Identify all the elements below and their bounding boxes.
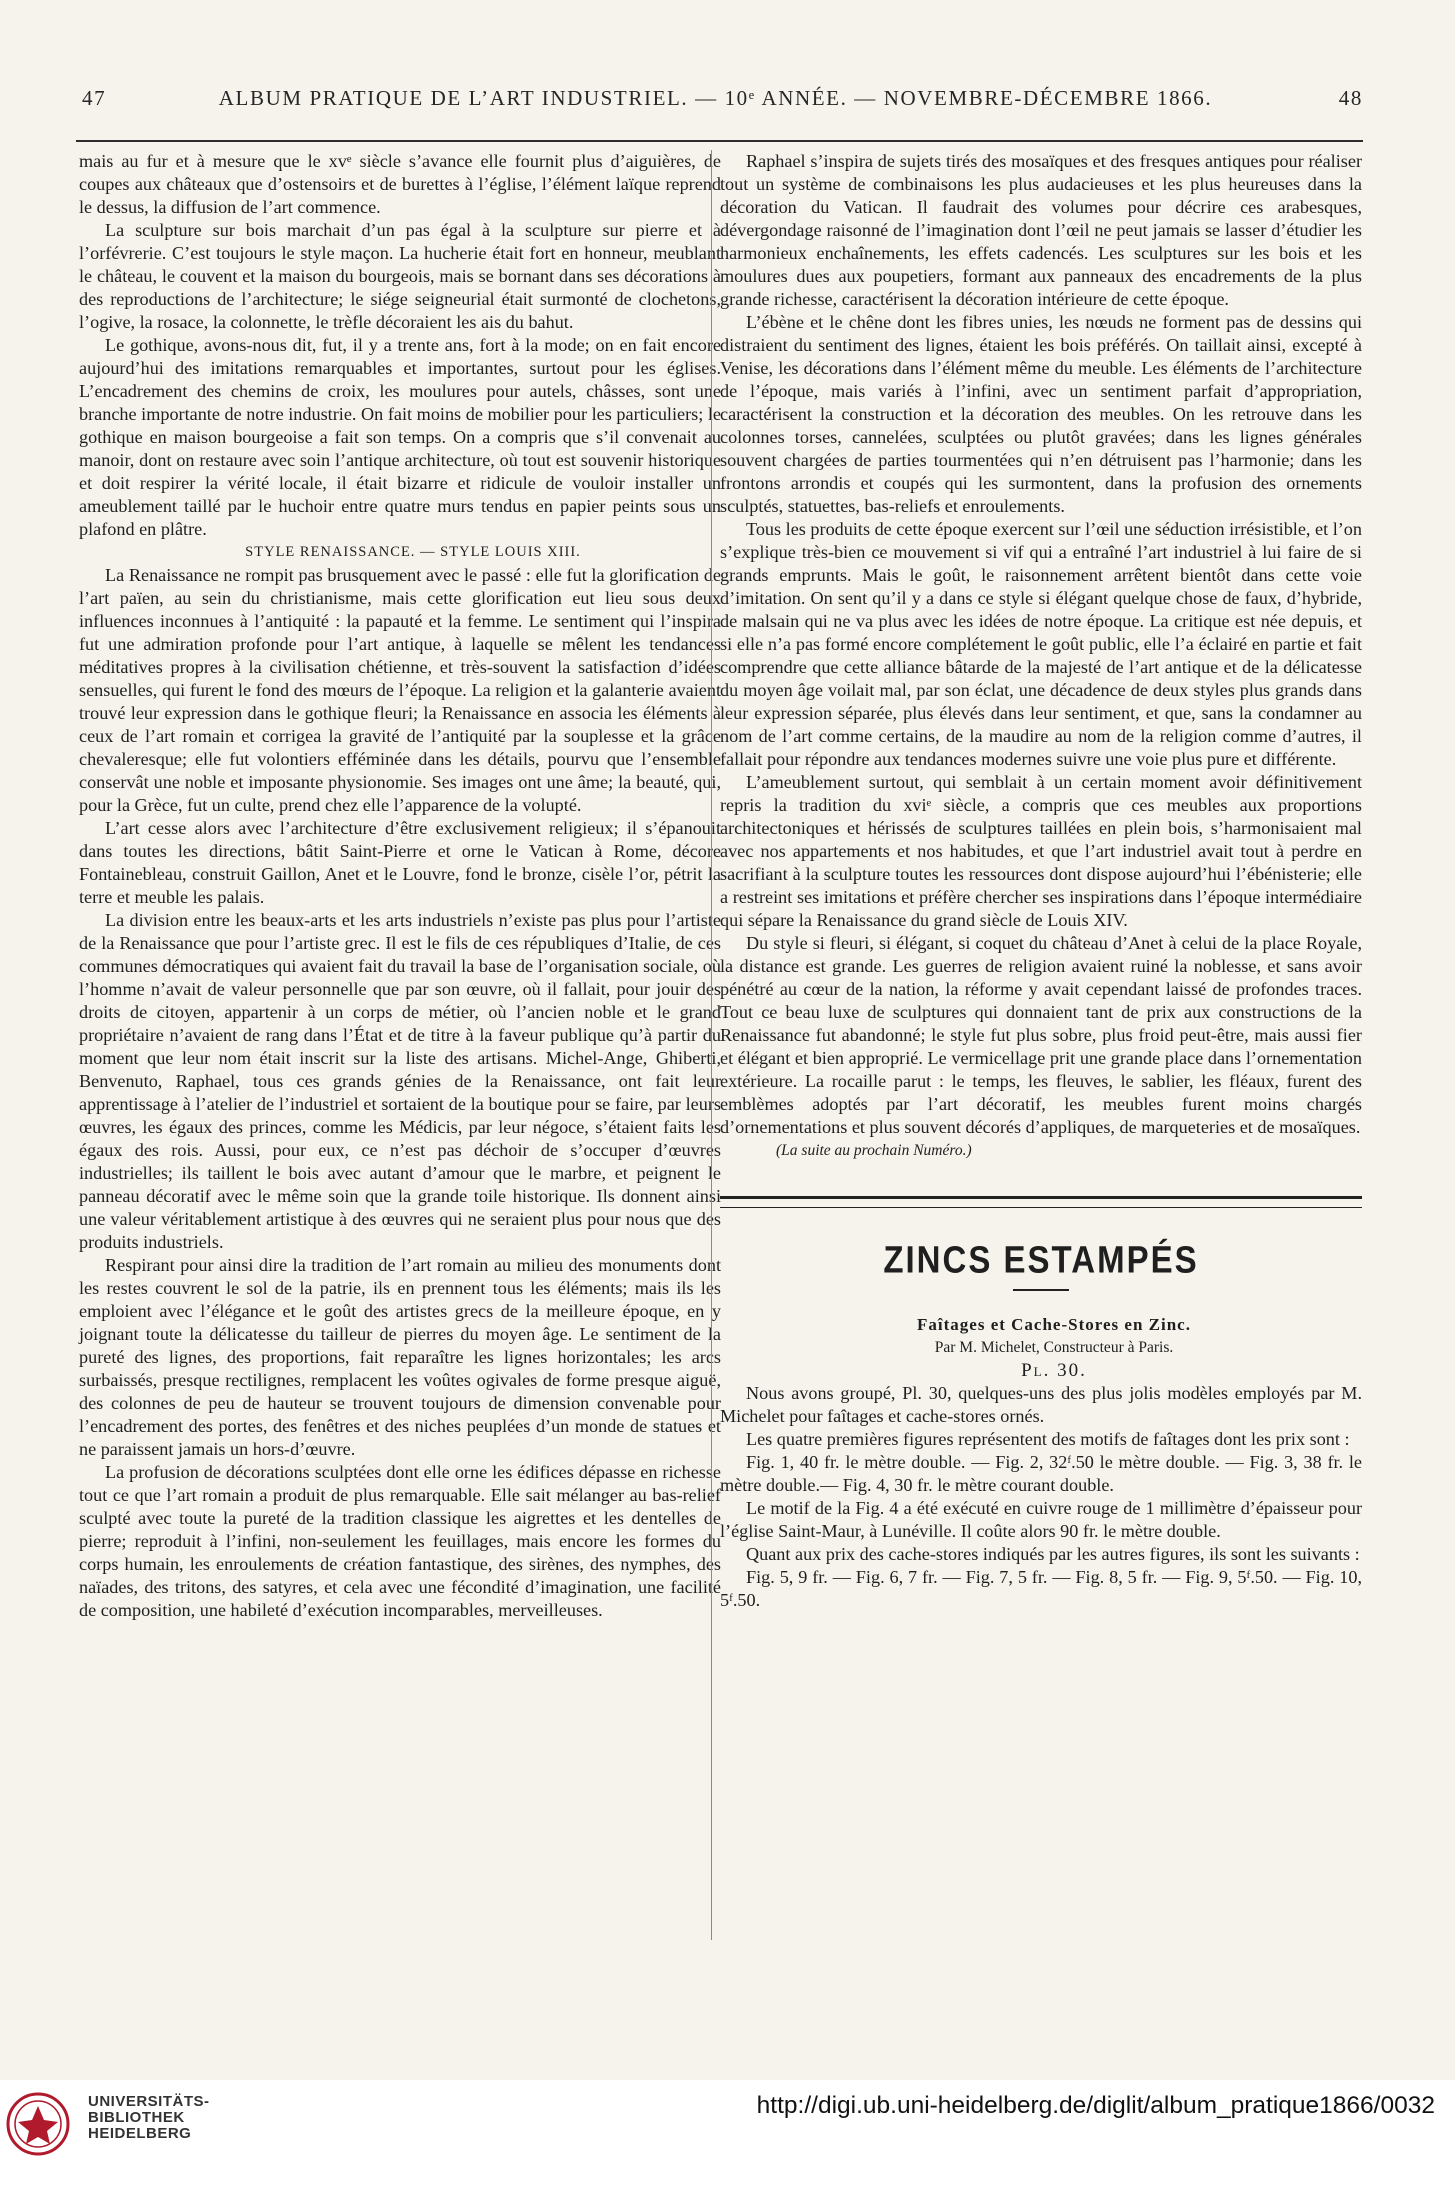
paragraph: L’ameublement surtout, qui semblait à un certain moment avoir définitivement repris la tradition du xviᵉ siècle, a compris que ces meubles aux proportions architectoniques et hérissés de sculptures taillées en plein bois, s’harmonisaient mal avec nos appartements et nos habitudes, et que l’art industriel avait tout à perdre en sacrifiant à la sculpture toutes les ressources dont dispose aujourd’hui l’ébénisterie; elle a restreint ses imitations et préfère chercher ses inspirations dans l’époque intermédiaire qui sépare la Renaissance du grand siècle de Louis XIV. (720, 772, 1362, 930)
plate-number: Pl. 30. (1021, 1360, 1087, 1381)
paragraph: mais au fur et à mesure que le xvᵉ siècle s’avance elle fournit plus d’aiguières, de coupes aux châteaux que d’ostensoirs et de burettes à l’église, l’élément laïque reprend le dessus, la diffusion de l’art commence. (79, 151, 721, 217)
running-header (68, 86, 1363, 116)
paragraph: L’art cesse alors avec l’architecture d’être exclusivement religieux; il s’épanouit dans toutes les directions, bâtit Saint-Pierre et orne le Vatican à Rome, décore Fontainebleau, construit Gaillon, Anet et le Louvre, fond le bronze, cisèle l’or, pétrit la terre et meuble les palais. (79, 818, 721, 907)
article-subtitle: Faîtages et Cache-Stores en Zinc. (917, 1315, 1191, 1334)
section-heading: STYLE RENAISSANCE. — STYLE LOUIS XIII. (245, 544, 581, 560)
paragraph: La Renaissance ne rompit pas brusquement avec le passé : elle fut la glorification de l’art païen, au sein du christianisme, mais cette glorification eut lieu sous deux influences inconnues à l’antiquité : la papauté et la femme. Le sentiment qui l’inspira fut une admiration profonde pour l’art antique, à laquelle se mêlent les tendances méditatives propres à la civilisation chétienne, et très-souvent la satisfaction d’idées sensuelles, qui furent le fond des mœurs de l’époque. La religion et la galanterie avaient trouvé leur expression dans le gothique fleuri; la Renaissance en associa les éléments à ceux de l’art romain et corrigea la gravité de l’antiquité par la souplesse et la grâce chevaleresque; elle fut volontiers efféminée dans les détails, pourvu que l’ensemble conservât une noble et imposante physionomie. Ses images ont une âme; la beauté, qui, pour la Grèce, fut un culte, prend chez elle l’apparence de la volupté. (79, 565, 721, 815)
left-column (79, 150, 721, 1622)
paragraph: La division entre les beaux-arts et les arts industriels n’existe pas plus pour l’artiste de la Renaissance que pour l’artiste grec. Il est le fils de ces républiques d’Italie, de ces communes démocratiques qui avaient fait du travail la base de l’organisation sociale, où l’homme n’avait de valeur personnelle que par son œuvre, où il fallait, pour jouir des droits de citoyen, appartenir à un corps de métier, où l’ancien noble et le grand propriétaire n’avaient de rang dans l’État et de titre à la faveur publique qu’à partir du moment que leur nom était inscrit sur la liste des artisans. Michel-Ange, Ghiberti, Benvenuto, Raphael, tous ces grands génies de la Renaissance, ont fait leur apprentissage à l’atelier de l’industriel et sortaient de la boutique pour se faire, par leurs œuvres, les égaux des princes, comme les Médicis, par leur négoce, s’étaient faits les égaux des rois. Aussi, pour eux, ce n’est pas déchoir de s’occuper d’œuvres industrielles; ils taillent le bois avec autant d’amour que le marbre, et peignent le panneau décoratif avec le même soin que la grande toile historique. Ils donnent ainsi une valeur véritablement artistique à des œuvres qui ne seraient plus pour nous que des produits industriels. (79, 910, 721, 1252)
library-name-line: HEIDELBERG (88, 2125, 192, 2142)
paragraph: Le gothique, avons-nous dit, fut, il y a trente ans, fort à la mode; on en fait encore aujourd’hui des imitations remarquables et importantes, surtout pour les églises. L’encadrement des chemins de croix, les moulures pour autels, châsses, sont une branche importante de notre industrie. On fait moins de mobilier pour les particuliers; le gothique en maison bourgeoise a fait son temps. On a compris que s’il convenait au manoir, dont on restaure avec soin l’antique architecture, où tout est souvenir historique et doit respirer la vérité locale, il était bizarre et ridicule de vouloir installer un ameublement taillé par le huchoir entre quatre murs tendus en papier peints sous un plafond en plâtre. (79, 335, 721, 539)
article-title: ZINCS ESTAMPÉS (883, 1238, 1199, 1281)
library-name-line: UNIVERSITÄTS- (88, 2093, 210, 2110)
header-rule (76, 140, 1363, 142)
paragraph: Quant aux prix des cache-stores indiqués par les autres figures, ils sont les suivants : (746, 1544, 1360, 1564)
paragraph: La sculpture sur bois marchait d’un pas égal à la sculpture sur pierre et à l’orfévrerie. C’est toujours le style maçon. La hucherie était fort en honneur, meublant le château, le couvent et la maison du bourgeois, mais se bornant dans ses décorations à des reproductions de l’architecture; le siége seigneurial était surmonté de clochetons, l’ogive, la rosace, la colonnette, le trèfle décoraient les ais du bahut. (79, 220, 721, 332)
page-number-right: 48 (1338, 86, 1363, 110)
paragraph: Tous les produits de cette époque exercent sur l’œil une séduction irrésistible, et l’on s’explique très-bien ce mouvement si vif qui a entraîné l’art industriel à lui faire de si grands emprunts. Mais le goût, le raisonnement arrêtent bientôt dans cette voie d’imitation. On sent qu’il y a dans ce style si élégant quelque chose de faux, d’hybride, de malsain qui ne va plus avec les idées de notre époque. La critique est née depuis, et si elle n’a pas formé encore complétement le goût public, elle l’a éclairé en partie et fait comprendre que cette alliance bâtarde de la majesté de l’art antique et de la délicatesse du moyen âge voilait mal, par son éclat, une décadence de deux styles plus grands dans leur expression séparée, plus élevés dans leur sentiment, et que, sans la condamner au nom de l’art comme certains, de la maudire au nom de la religion comme d’autres, il fallait pour répondre aux tendances modernes suivre une voie plus pure et différente. (720, 519, 1362, 769)
library-name-line: BIBLIOTHEK (88, 2109, 185, 2126)
paragraph: L’ébène et le chêne dont les fibres unies, les nœuds ne forment pas de dessins qui distraient du sentiment des lignes, étaient les bois préférés. On taillait ainsi, excepté à Venise, les décorations dans l’élément même du meuble. Les éléments de l’architecture de l’époque, mais variés à l’infini, avec un sentiment parfait d’appropriation, caractérisent la construction et la décoration des meubles. On les retrouve dans les colonnes torses, cannelées, sculptées ou plutôt gravées; dans les lignes générales souvent chargées de parties tourmentées qui n’en détruisent pas l’harmonie; dans les frontons arrondis et coupés qui les surmontent, dans la profusion des ornements sculptés, statuettes, bas-reliefs et enroulements. (720, 312, 1362, 516)
paragraph: Les quatre premières figures représentent des motifs de faîtages dont les prix sont : (746, 1429, 1350, 1449)
paragraph: La profusion de décorations sculptées dont elle orne les édifices dépasse en richesse tout ce que l’art romain a produit de plus remarquable. Elle sait mélanger au bas-relief sculpté avec toute la pureté de la tradition classique les aigrettes et les dentelles de pierre; reproduit à l’infini, non-seulement les feuillages, mais encore les formes du corps humain, les enroulements de création fantastique, des sirènes, des nymphes, des naïades, des tritons, des satyres, et cela avec une fécondité d’imagination, une facilité de composition, une habileté d’exécution incomparables, merveilleuses. (79, 1462, 721, 1620)
page-number-left: 47 (82, 86, 107, 110)
right-column (720, 150, 1362, 1612)
section-divider (720, 1196, 1362, 1208)
digitization-footer (0, 2080, 1455, 2201)
source-url-link[interactable]: http://digi.ub.uni-heidelberg.de/diglit/album_pratique1866/0032 (756, 2092, 1435, 2119)
university-seal-icon (6, 2092, 70, 2156)
paragraph: Nous avons groupé, Pl. 30, quelques-uns des plus jolis modèles employés par M. Michelet pour faîtages et cache-stores ornés. (720, 1383, 1362, 1426)
journal-title: ALBUM PRATIQUE DE L’ART INDUSTRIEL. — 10ᵉ ANNÉE. — NOVEMBRE-DÉCEMBRE 1866. (218, 86, 1213, 110)
library-name (88, 2094, 210, 2142)
title-rule (1013, 1289, 1069, 1291)
paragraph: Raphael s’inspira de sujets tirés des mosaïques et des fresques antiques pour réaliser tout un système de combinaisons les plus audacieuses et les plus heureuses dans la décoration du Vatican. Il faudrait des volumes pour décrire ces arabesques, dévergondage raisonné de l’imagination dont l’œil ne peut jamais se lasser d’étudier les harmonieux enchaînements, les effets cadencés. Les sculptures sur les bois et les moulures dues aux poupetiers, formant aux panneaux des encadrements de la plus grande richesse, caractérisent la décoration intérieure de cette époque. (720, 151, 1362, 309)
paragraph: Du style si fleuri, si élégant, si coquet du château d’Anet à celui de la place Royale, la distance est grande. Les guerres de religion avaient ruiné la noblesse, et sans avoir pénétré au cœur de la nation, la réforme y avait cependant laissé de profondes traces. Tout ce beau luxe de sculptures qui donnaient tant de prix aux constructions de la Renaissance fut abandonné; le style fut plus sobre, plus froid peut-être, mais aussi fier et élégant et bien approprié. Le vermicellage prit une grande place dans l’ornementation extérieure. La rocaille parut : le temps, les fleuves, le sablier, les fléaux, furent des emblèmes adoptés par l’art décoratif, les meubles furent moins chargés d’ornementations et plus souvent décorés d’appliques, de marqueteries et de mosaïques. (720, 933, 1362, 1137)
paragraph: Respirant pour ainsi dire la tradition de l’art romain au milieu des monuments dont les restes couvrent le sol de la patrie, ils en prennent tous les éléments; mais ils les emploient avec l’élégance et le goût des artistes grecs de la meilleure époque, en y joignant toute la délicatesse du tailleur de pierres du moyen âge. Le sentiment de la pureté des lignes, des proportions, fait reparaître les lignes horizontales; les arcs surbaissés, presque rectilignes, remplacent les voûtes ogivales de forme presque aiguë, des colonnes de peu de hauteur se trouvent toujours de dimension convenable pour l’encadrement des portes, des fenêtres et des niches peuplées d’un monde de statues et ne paraissent jamais un hors-d’œuvre. (79, 1255, 721, 1459)
paragraph: Fig. 5, 9 fr. — Fig. 6, 7 fr. — Fig. 7, 5 fr. — Fig. 8, 5 fr. — Fig. 9, 5ᶠ.50. — Fig. 10, 5ᶠ.50. (720, 1567, 1362, 1610)
paragraph: Fig. 1, 40 fr. le mètre double. — Fig. 2, 32ᶠ.50 le mètre double. — Fig. 3, 38 fr. le mètre double.— Fig. 4, 30 fr. le mètre courant double. (720, 1452, 1362, 1495)
paragraph: Le motif de la Fig. 4 a été exécuté en cuivre rouge de 1 millimètre d’épaisseur pour l’église Saint-Maur, à Lunéville. Il coûte alors 90 fr. le mètre double. (720, 1498, 1362, 1541)
continuation-note: (La suite au prochain Numéro.) (776, 1142, 972, 1159)
article-byline: Par M. Michelet, Constructeur à Paris. (934, 1339, 1174, 1356)
column-divider (711, 150, 712, 1940)
